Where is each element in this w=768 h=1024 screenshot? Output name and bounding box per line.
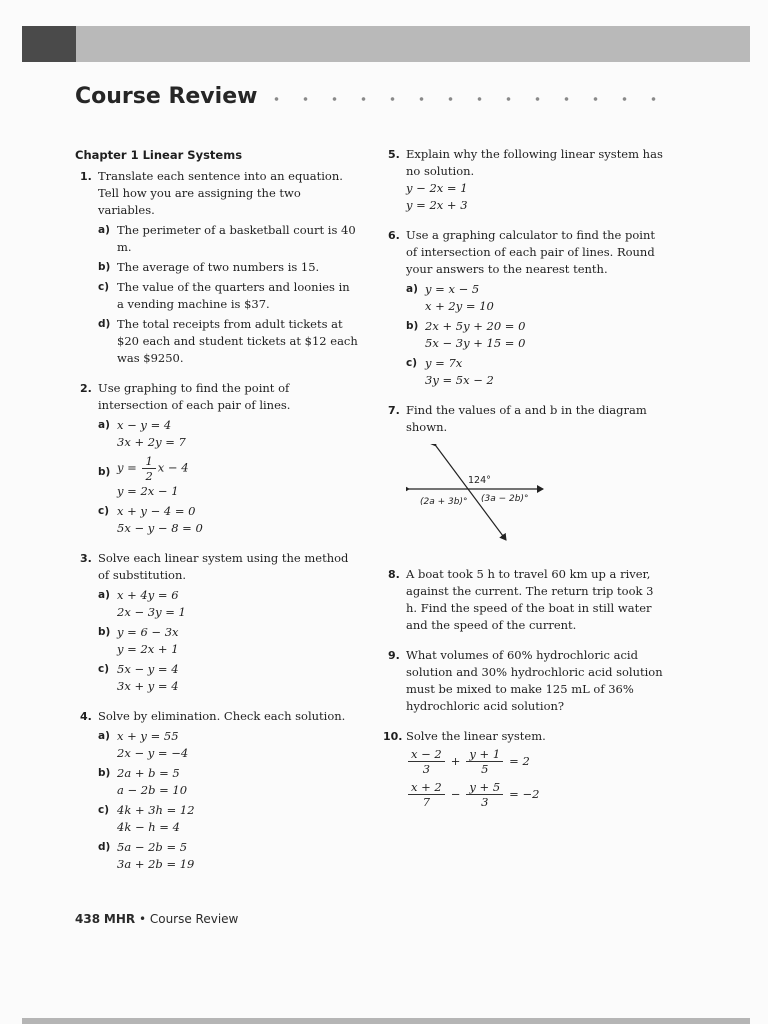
equation: 2a + b = 5 (117, 766, 180, 780)
header-banner-block (22, 26, 76, 62)
fraction-equation-1 (406, 747, 668, 776)
subpart-letter: a) (406, 283, 418, 295)
operator: + (450, 754, 461, 768)
problem-text: Explain why the following linear system has no solution. (406, 147, 663, 178)
problem-6 (383, 227, 668, 389)
problem-3 (75, 550, 360, 695)
problem-number: 3. (80, 552, 92, 565)
title-dots (262, 96, 674, 102)
equation-rhs: = 2 (509, 754, 530, 768)
subpart-b (98, 765, 360, 799)
subpart-a (98, 417, 360, 451)
problem-text: Solve the linear system. (406, 729, 546, 743)
subpart-letter: c) (98, 505, 110, 517)
equation-rhs: = −2 (509, 787, 540, 801)
equation: x + 4y = 6 (117, 588, 179, 602)
footer-separator: • (135, 912, 150, 926)
equation: y = x − 5 (425, 282, 480, 296)
equation-part: x − 4 (157, 460, 189, 475)
publisher-brand: MHR (103, 912, 136, 926)
subpart-a (98, 587, 360, 621)
fraction-numerator: 1 (142, 454, 155, 469)
fraction-numerator: y + 1 (466, 747, 503, 762)
fraction-denominator: 3 (422, 762, 431, 776)
page-title: Course Review (75, 84, 258, 109)
fraction (408, 747, 445, 776)
transversal-line (436, 446, 506, 540)
problem-number: 2. (80, 382, 92, 395)
angle-diagram (406, 444, 546, 544)
problem-text: Find the values of a and b in the diagram shown. (406, 403, 647, 434)
equation: 3y = 5x − 2 (425, 373, 494, 387)
angle-label-top: 124° (468, 475, 491, 486)
equation-part: y = (117, 460, 141, 475)
subpart-letter: d) (98, 318, 111, 330)
problem-text: Use a graphing calculator to find the point of intersection of each pair of lines. Round your answers to the nearest tenth. (406, 228, 655, 276)
subpart-d (98, 839, 360, 873)
subpart-letter: a) (98, 419, 110, 431)
subpart-b (406, 318, 668, 352)
equation: y = 2x + 1 (117, 642, 179, 656)
subpart-c (98, 503, 360, 537)
fraction (466, 747, 503, 776)
subpart-text: The value of the quarters and loonies in a vending machine is $37. (117, 280, 350, 311)
equation: x − y = 4 (117, 418, 172, 432)
equation: 3x + y = 4 (117, 679, 179, 693)
problem-text: Translate each sentence into an equation. Tell how you are assigning the two variables. (98, 169, 343, 217)
problem-5 (383, 146, 668, 214)
problem-1 (75, 168, 360, 367)
problem-number: 10. (383, 730, 403, 743)
subpart-letter: c) (98, 804, 110, 816)
subpart-b (98, 624, 360, 658)
subpart-letter: c) (98, 663, 110, 675)
fraction-denominator: 3 (481, 795, 489, 809)
equation: 3x + 2y = 7 (117, 435, 186, 449)
fraction-numerator: y + 5 (466, 780, 503, 795)
equation: 3a + 2b = 19 (117, 857, 195, 871)
fraction-numerator: x + 2 (408, 780, 445, 795)
subpart-letter: d) (98, 841, 111, 853)
subpart-a (98, 728, 360, 762)
equation: 5x − 3y + 15 = 0 (425, 336, 526, 350)
subpart-c (406, 355, 668, 389)
footer-section: Course Review (149, 912, 239, 926)
subpart-d (98, 316, 360, 367)
operator: − (450, 787, 461, 801)
subpart-letter: b) (98, 767, 111, 779)
problem-number: 7. (388, 404, 400, 417)
subpart-text: The total receipts from adult tickets at $20 each and student tickets at $12 each was $9250. (117, 317, 358, 365)
subpart-letter: b) (98, 466, 111, 478)
problem-8 (383, 566, 668, 634)
problem-number: 4. (80, 710, 92, 723)
problem-number: 9. (388, 649, 400, 662)
equation: y − 2x = 1 (406, 181, 468, 195)
fraction-numerator: x − 2 (408, 747, 445, 762)
problem-number: 5. (388, 148, 400, 161)
equation: 2x − 3y = 1 (117, 605, 186, 619)
equation: 5x − y = 4 (117, 662, 179, 676)
header-banner (22, 26, 750, 62)
angle-label-left: (2a + 3b)° (420, 497, 468, 507)
problem-number: 1. (80, 170, 92, 183)
subpart-b (98, 454, 360, 500)
equation: y = 7x (425, 356, 463, 370)
equation: x + y − 4 = 0 (117, 504, 196, 518)
fraction (142, 454, 155, 483)
equation: 5a − 2b = 5 (117, 840, 188, 854)
left-column (75, 146, 360, 886)
subpart-letter: c) (406, 357, 418, 369)
bottom-bar (22, 1018, 750, 1024)
problem-9 (383, 647, 668, 715)
subpart-letter: c) (98, 281, 110, 293)
fraction-denominator: 7 (422, 795, 431, 809)
subpart-letter: a) (98, 730, 110, 742)
subpart-letter: a) (98, 589, 110, 601)
right-column (383, 146, 668, 822)
page-number: 438 (75, 912, 101, 926)
chapter-heading: Chapter 1 Linear Systems (75, 148, 243, 162)
problem-7 (383, 402, 668, 553)
subpart-letter: b) (406, 320, 419, 332)
problem-text: Use graphing to find the point of intersection of each pair of lines. (98, 381, 291, 412)
equation: y = 6 − 3x (117, 625, 179, 639)
equation: y = 2x − 1 (117, 484, 179, 498)
equation: a − 2b = 10 (117, 783, 188, 797)
fraction-equation-2 (406, 780, 668, 809)
fraction (466, 780, 503, 809)
equation: x + 2y = 10 (425, 299, 494, 313)
equation: 5x − y − 8 = 0 (117, 521, 203, 535)
subpart-letter: b) (98, 626, 111, 638)
fraction-denominator: 5 (481, 762, 489, 776)
fraction-denominator: 2 (145, 469, 153, 483)
subpart-c (98, 279, 360, 313)
equation (117, 454, 360, 483)
problem-number: 8. (388, 568, 400, 581)
problem-number: 6. (388, 229, 400, 242)
equation: 4k + 3h = 12 (117, 803, 195, 817)
problem-text: A boat took 5 h to travel 60 km up a river, against the current. The return trip took 3 h. Find the speed of the boat in still water and the speed of the current. (406, 567, 654, 632)
equation: 2x − y = −4 (117, 746, 189, 760)
page-footer (75, 912, 238, 926)
angle-label-right: (3a − 2b)° (481, 494, 529, 504)
problem-text: What volumes of 60% hydrochloric acid solution and 30% hydrochloric acid solution must be mixed to make 125 mL of 36% hydrochloric acid solution? (406, 648, 663, 713)
subpart-a (406, 281, 668, 315)
problem-text: Solve by elimination. Check each solution. (98, 709, 346, 723)
problem-2 (75, 380, 360, 537)
subpart-b (98, 259, 360, 276)
equation: 4k − h = 4 (117, 820, 180, 834)
fraction (408, 780, 445, 809)
subpart-letter: a) (98, 224, 110, 236)
subpart-c (98, 802, 360, 836)
problem-4 (75, 708, 360, 873)
equation: x + y = 55 (117, 729, 179, 743)
subpart-a (98, 222, 360, 256)
problem-text: Solve each linear system using the method of substitution. (98, 551, 349, 582)
problem-10 (383, 728, 668, 809)
equation: y = 2x + 3 (406, 198, 468, 212)
subpart-text: The average of two numbers is 15. (117, 260, 320, 274)
subpart-c (98, 661, 360, 695)
subpart-text: The perimeter of a basketball court is 40 m. (117, 223, 356, 254)
subpart-letter: b) (98, 261, 111, 273)
equation: 2x + 5y + 20 = 0 (425, 319, 526, 333)
